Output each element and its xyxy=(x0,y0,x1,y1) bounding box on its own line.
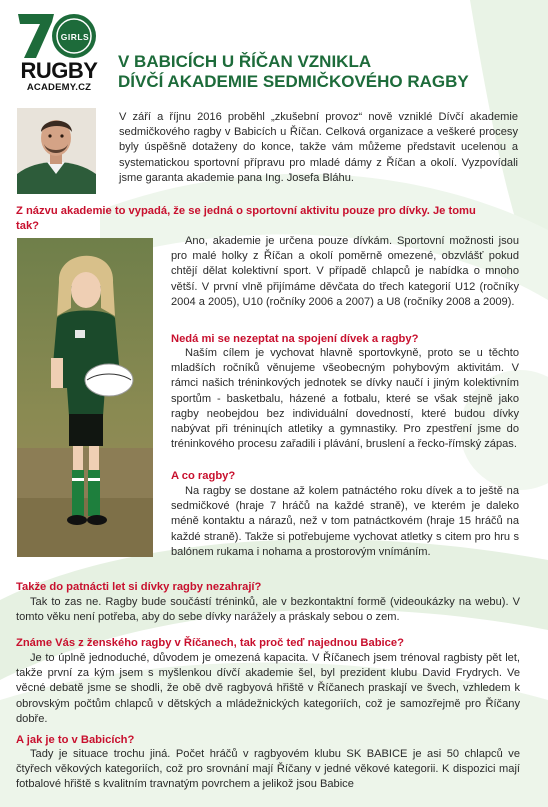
answer-5: Je to úplně jednoduché, důvodem je omezená kapacita. V Říčanech jsem trénoval ragbisty pět let, takže první za kým jsem s myšlenkou dívčí akademie šel, byl prezident klubu David Frydrych. Ve věcné debatě jsme se shodli, že obě dvě ragbyová hřiště v Říčanech praskají ve švech, vzhledem k obrovským počtům chlapců v dětských a mládežnických kategoriích, což je samozřejmě pro Říčany dobře. xyxy=(16,652,520,725)
intro-paragraph: V září a říjnu 2016 proběhl „zkušební provoz“ nově vzniklé Dívčí akademie sedmičkového ragby v Babicích u Říčan. Celková organizace a veškeré procesy byly úspěšně dotaženy do konce, takže vám můžeme představit ucelenou a systematickou sportovní přípravu pro mladé dámy z Říčan a okolí. Vyzpovídali jsme garanta akademie pana Ing. Josefa Bláhu. xyxy=(119,111,518,184)
logo-domain-text: ACADEMY.CZ xyxy=(26,82,92,93)
logo-girls-text: GIRLS xyxy=(60,32,90,42)
question-2: Nedá mi se nezeptat na spojení dívek a ragby? xyxy=(171,333,419,345)
question-4: Takže do patnácti let si dívky ragby nezahrají? xyxy=(16,581,262,593)
headline-line-2: DÍVČÍ AKADEMIE SEDMIČKOVÉHO RAGBY xyxy=(118,72,469,91)
answer-6: Tady je situace trochu jiná. Počet hráčů v ragbyovém klubu SK BABICE je asi 50 chlapců ve čtyřech věkových kategoriích, což pro srovnání mají Říčany v jedné věkové kategorii. K dispozici mají fotbalové hřiště s kvalitním travnatým povrchem a jelikož jsou Babice xyxy=(16,748,520,791)
answer-1: Ano, akademie je určena pouze dívkám. Sportovní možnosti jsou pro malé holky z Říčan a okolí poměrně omezené, obzvlášť pokud chtějí dělat kolektivní sport. V případě chlapců je nabídka o mnoho větší. V první vlně přijímáme děvčata do třech kategorií U12 (ročníky 2004 a 2005), U10 (ročníky 2006 a 2007) a U8 (ročníky 2008 a 2009). xyxy=(171,235,519,308)
article-headline xyxy=(118,52,538,92)
question-5: Známe Vás z ženského ragby v Říčanech, tak proč teď najednou Babice? xyxy=(16,637,404,649)
academy-logo xyxy=(14,12,104,100)
question-1: Z názvu akademie to vypadá, že se jedná o sportovní aktivitu pouze pro dívky. Je tomu tak? xyxy=(16,205,476,232)
answer-4: Tak to zas ne. Ragby bude součástí tréninků, ale v bezkontaktní formě (videoukázky na webu). V tomto věku není potřeba, aby do sebe dívky narážely a práskaly sebou o zem. xyxy=(16,596,520,624)
answer-2: Naším cílem je vychovat hlavně sportovkyně, proto se u těchto mladších ročníků věnujeme všeobecným pohybovým aktivitám. V rámci našich tréninkových jednotek se dívky naučí i jiným kolektivním sportům - basketbalu, házené a fotbalu, které se však stejně jako ragby neobejdou bez individuální dovedností, které budou dívky nabývat při tréninцích atletiky a gymnastiky. Pro zpestření jsme do tréninkového procesu zařadili i plávání, bruslení a řecko-římský zápas. xyxy=(171,347,519,451)
answer-3: Na ragby se dostane až kolem patnáctého roku dívek a to ještě na sedmičkové (hraje 7 hráčů na každé straně), ve kterém je daleko méně kontaktu a nárazů, než v tom patnáctkovém (hraje 15 hráčů na každé straně). Takže si potřebujeme vychovat atletky s citem pro hru s balónem rukama i nohama a prostorovým vnímáním. xyxy=(171,485,519,558)
girl-rugby-player-photo xyxy=(17,238,153,557)
headline-line-1: V BABICÍCH U ŘÍČAN VZNIKLA xyxy=(118,52,372,71)
question-3: A co ragby? xyxy=(171,470,236,482)
question-6: A jak je to v Babicích? xyxy=(16,734,135,746)
interviewee-portrait-photo xyxy=(17,108,96,194)
logo-rugby-text: RUGBY xyxy=(20,58,98,83)
